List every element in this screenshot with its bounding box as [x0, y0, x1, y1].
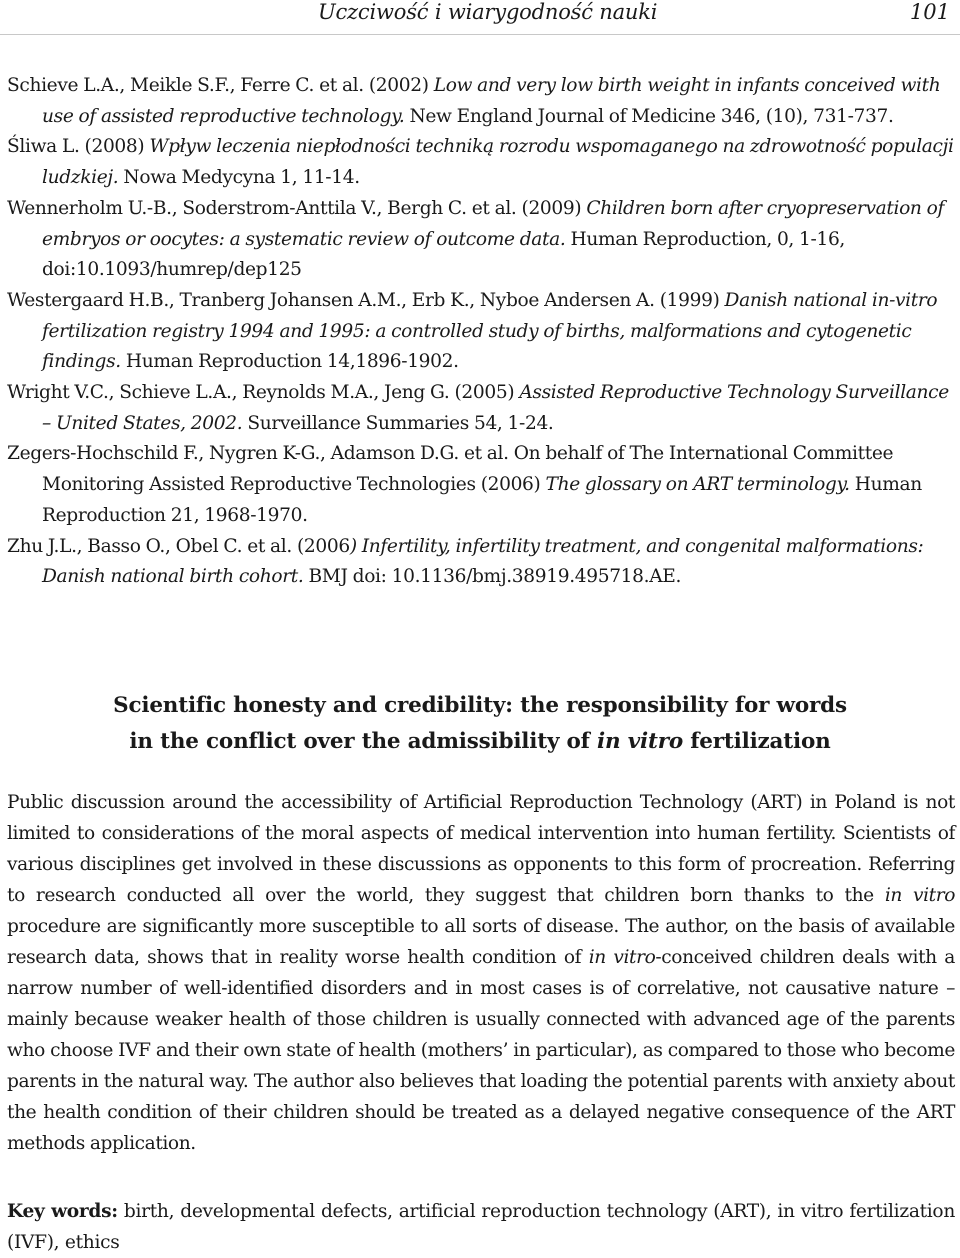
- abstract-italic: in vitro: [884, 885, 955, 906]
- reference-authors: Wright V.C., Schieve L.A., Reynolds M.A., Jeng G. (2005): [7, 382, 520, 404]
- abstract-text: Public discussion around the accessibility of Artificial Reproduction Technology (ART) in Poland is not limited to considerations of the moral aspects of medical intervention into human fertility. Scientists of various disciplines get involved in these discussions as opponents to this form of procreation. Referring to research conducted all over the world, they suggest that children born thanks to the: [7, 792, 955, 906]
- reference-authors: Wennerholm U.-B., Soderstrom-Anttila V., Bergh C. et al. (2009): [7, 197, 587, 219]
- keywords-label: Key words:: [7, 1201, 118, 1222]
- reference-authors: Zegers-Hochschild F., Nygren K-G., Adamson D.G. et al. On behalf of The International Committee Monitoring Assisted Reproductive Technologies (2006): [7, 443, 894, 496]
- keywords-text: birth, developmental defects, artificial reproduction technology (ART), in vitro fertilization (IVF), ethics: [7, 1201, 955, 1253]
- reference-source: Nowa Medycyna 1, 11-14.: [118, 167, 360, 189]
- reference-source: Human Reproduction, 0, 1-16, doi:10.1093/humrep/dep125: [42, 228, 845, 281]
- keywords: [7, 1196, 955, 1258]
- reference-list: [7, 71, 955, 593]
- reference-source: Surveillance Summaries 54, 1-24.: [242, 412, 554, 434]
- reference-title: ) Infertility, infertility treatment, and congenital malformations: Danish national birth cohort.: [42, 535, 924, 588]
- reference-title: Danish national in-vitro fertilization registry 1994 and 1995: a controlled study of births, malformations and cytogenetic findings.: [42, 289, 938, 373]
- reference-item: [7, 71, 955, 132]
- reference-item: [7, 132, 955, 193]
- reference-source: New England Journal of Medicine 346, (10), 731-737.: [404, 105, 894, 127]
- reference-title: Assisted Reproductive Technology Surveillance – United States, 2002.: [42, 382, 949, 434]
- running-head-title: Uczciwość i wiarygodność nauki: [318, 0, 658, 24]
- reference-item: [7, 532, 955, 593]
- reference-source: Human Reproduction 21, 1968-1970.: [42, 474, 922, 526]
- abstract-paragraph: [7, 787, 955, 1159]
- reference-item: [7, 439, 955, 531]
- reference-title: Children born after cryopreservation of embryos or oocytes: a systematic review of outcome data.: [42, 197, 944, 250]
- page-number: 101: [909, 0, 950, 24]
- article-title-line-2: [0, 724, 960, 760]
- reference-title: Wpływ leczenia niepłodności techniką rozrodu wspomaganego na zdrowotność populacji ludzkiej.: [42, 136, 954, 189]
- reference-item: [7, 194, 955, 286]
- reference-authors: Zhu J.L., Basso O., Obel C. et al. (2006: [7, 535, 350, 557]
- reference-title: Low and very low birth weight in infants conceived with use of assisted reproductive technology.: [42, 75, 941, 127]
- article-title: [0, 688, 960, 760]
- reference-source: Human Reproduction 14,1896-1902.: [120, 351, 459, 373]
- article-title-line-1: Scientific honesty and credibility: the responsibility for words: [113, 693, 847, 718]
- article-title-text: in the conflict over the admissibility of: [129, 729, 598, 754]
- article-title-italic: in vitro: [597, 729, 683, 754]
- reference-title: The glossary on ART terminology.: [545, 474, 850, 496]
- reference-item: [7, 378, 955, 439]
- reference-item: [7, 286, 955, 378]
- reference-authors: Westergaard H.B., Tranberg Johansen A.M., Erb K., Nyboe Andersen A. (1999): [7, 289, 725, 311]
- reference-authors: Śliwa L. (2008): [7, 136, 150, 158]
- article-title-text: fertilization: [682, 729, 831, 754]
- reference-source: BMJ doi: 10.1136/bmj.38919.495718.AE.: [303, 566, 682, 588]
- abstract-italic: in vitro: [588, 947, 656, 968]
- reference-authors: Schieve L.A., Meikle S.F., Ferre C. et al. (2002): [7, 75, 434, 96]
- abstract-text: procedure are significantly more susceptible to all sorts of disease. The author, on the basis of available research data, shows that in reality worse health condition of: [7, 916, 955, 968]
- abstract-text: -conceived children deals with a narrow number of well-identified disorders and in most cases is of correlative, not causative nature – mainly because weaker health of those children is usually connected with advanced age of the parents who choose IVF and their own state of health (mothers’ in particular), as compared to those who become parents in the natural way. The author also believes that loading the potential parents with anxiety about the health condition of their children should be treated as a delayed negative consequence of the ART methods application.: [7, 947, 955, 1154]
- running-head: [0, 0, 960, 35]
